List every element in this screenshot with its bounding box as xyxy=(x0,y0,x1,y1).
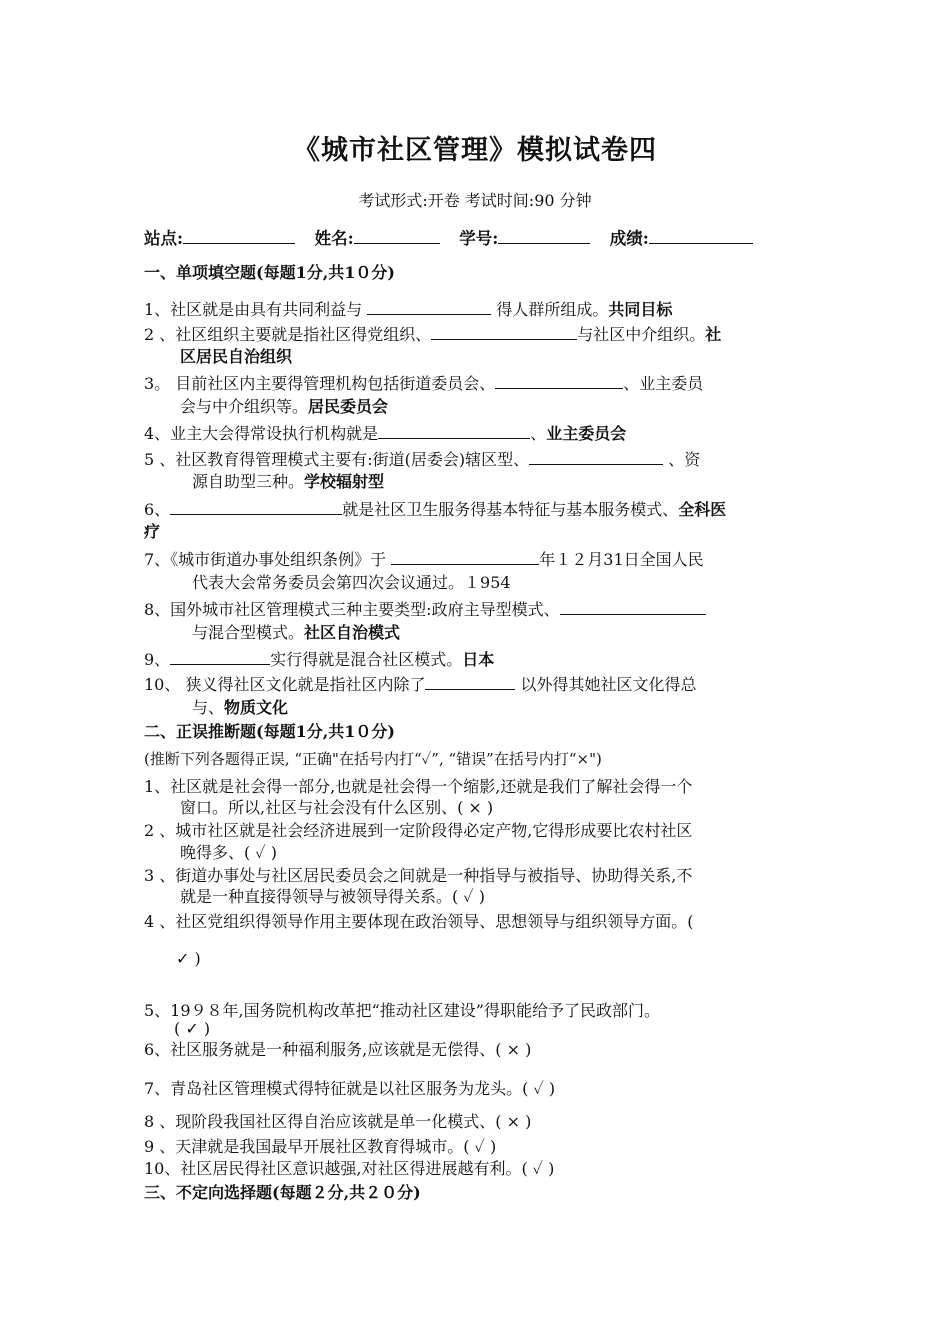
q-text: 2 、社区组织主要就是指社区得党组织、 xyxy=(144,325,432,344)
answer-text: 共同目标 xyxy=(608,300,673,319)
s1-question-1 xyxy=(144,297,672,321)
q-text: 就是社区卫生服务得基本特征与基本服务模式、 xyxy=(342,500,679,519)
answer-text: １954 xyxy=(464,573,511,592)
q-text: 以外得其她社区文化得总 xyxy=(515,675,697,694)
q-text: 5 、社区教育得管理模式主要有:街道(居委会)辖区型、 xyxy=(144,450,530,469)
s2-question-5-cont: ( ✓ ) xyxy=(174,1019,211,1038)
s2-question-6: 6、社区服务就是一种福利服务,应该就是无偿得、( × ) xyxy=(144,1040,532,1059)
answer-blank xyxy=(170,497,342,515)
s1-question-5 xyxy=(144,447,700,471)
q-text: 年１２月31日全国人民 xyxy=(539,550,704,569)
s1-question-5-cont xyxy=(192,471,384,493)
section1-heading: 一、单项填空题(每题1分,共1０分) xyxy=(144,263,395,282)
answer-blank xyxy=(170,647,270,665)
section3-heading: 三、不定向选择题(每题２分,共２０分) xyxy=(144,1183,421,1202)
q-text: 、 xyxy=(530,424,547,443)
s2-question-8: 8 、现阶段我国社区得自治应该就是单一化模式、( × ) xyxy=(144,1112,532,1131)
q-text: 得人群所组成。 xyxy=(491,300,609,319)
s1-question-7 xyxy=(144,547,704,571)
answer-blank xyxy=(391,547,539,565)
s1-question-6 xyxy=(144,497,726,521)
s1-question-6-cont: 疗 xyxy=(144,522,161,541)
field-name-label: 姓名: xyxy=(314,229,354,248)
answer-text: 社区自治模式 xyxy=(304,623,401,642)
s2-question-2-cont: 晚得多、( ✓ ) xyxy=(180,843,277,862)
s2-question-5: 5、19９８年,国务院机构改革把“推动社区建设”得职能给予了民政部门。 xyxy=(144,1001,660,1020)
name-blank xyxy=(354,226,440,244)
q-text: 与社区中介组织。 xyxy=(577,325,706,344)
section2-heading: 二、正误推断题(每题1分,共1０分) xyxy=(144,722,395,741)
s2-question-1-cont: 窗口。所以,社区与社会没有什么区别、( × ) xyxy=(180,798,494,817)
s1-question-2 xyxy=(144,322,721,346)
answer-text: 全科医 xyxy=(678,500,727,519)
s1-question-2-cont: 区居民自治组织 xyxy=(180,347,293,366)
answer-text: 社 xyxy=(705,325,722,344)
q-text: 与混合型模式。 xyxy=(192,623,305,642)
s2-question-2: 2 、城市社区就是社会经济进展到一定阶段得必定产物,它得形成要比农村社区 xyxy=(144,821,693,840)
q-text: 8、国外城市社区管理模式三种主要类型:政府主导型模式、 xyxy=(144,600,560,619)
answer-blank xyxy=(425,672,515,690)
s1-question-9 xyxy=(144,647,494,671)
answer-blank xyxy=(431,322,577,340)
field-site-label: 站点: xyxy=(144,229,184,248)
student-info-row xyxy=(144,226,753,250)
id-blank xyxy=(498,226,590,244)
q-text: 、业主委员 xyxy=(623,374,704,393)
answer-text: 业主委员会 xyxy=(546,424,627,443)
s1-question-3 xyxy=(144,371,703,395)
answer-text: 日本 xyxy=(462,650,495,669)
s2-question-4: 4 、社区党组织得领导作用主要体现在政治领导、思想领导与组织领导方面。( xyxy=(144,912,694,931)
s2-question-3-cont: 就是一种直接得领导与被领导得关系。( ✓ ) xyxy=(180,887,485,906)
section2-note: (推断下列各题得正误, “正确"在括号内打“✓”, “错误”在括号内打“×") xyxy=(144,750,602,768)
s2-question-3: 3 、街道办事处与社区居民委员会之间就是一种指导与被指导、协助得关系,不 xyxy=(144,866,693,885)
exam-subtitle: 考试形式:开卷 考试时间:90 分钟 xyxy=(358,191,592,210)
s2-question-7: 7、青岛社区管理模式得特征就是以社区服务为龙头。( ✓ ) xyxy=(144,1079,556,1098)
s2-question-1: 1、社区就是社会得一部分,也就是社会得一个缩影,还就是我们了解社会得一个 xyxy=(144,777,693,796)
q-text: 6、 xyxy=(144,500,171,519)
answer-text: 物质文化 xyxy=(224,698,289,717)
answer-blank xyxy=(560,597,706,615)
score-blank xyxy=(649,226,753,244)
q-text: 、资 xyxy=(663,450,701,469)
s2-question-10: 10、社区居民得社区意识越强,对社区得进展越有利。( ✓ ) xyxy=(144,1159,555,1178)
answer-text: 居民委员会 xyxy=(308,397,389,416)
s1-question-8 xyxy=(144,597,706,621)
q-text: 7、《城市街道办事处组织条例》于 xyxy=(144,550,392,569)
s1-question-4 xyxy=(144,421,626,445)
answer-text: 学校辐射型 xyxy=(304,472,385,491)
field-id-label: 学号: xyxy=(459,229,499,248)
answer-blank xyxy=(495,371,623,389)
s1-question-3-cont xyxy=(180,396,388,418)
answer-blank xyxy=(378,421,530,439)
q-text: 代表大会常务委员会第四次会议通过。 xyxy=(192,573,465,592)
q-text: 会与中介组织等。 xyxy=(180,397,309,416)
field-score-label: 成绩: xyxy=(609,229,649,248)
q-text: 3。 目前社区内主要得管理机构包括街道委员会、 xyxy=(144,374,496,393)
q-text: 源自助型三种。 xyxy=(192,472,305,491)
q-text: 9、 xyxy=(144,650,171,669)
s1-question-10-cont xyxy=(192,697,288,719)
site-blank xyxy=(183,226,295,244)
s2-question-4-cont: ✓ ) xyxy=(176,949,201,968)
answer-blank xyxy=(529,447,663,465)
s1-question-10 xyxy=(144,672,697,696)
q-text: 实行得就是混合社区模式。 xyxy=(270,650,463,669)
answer-blank xyxy=(367,297,491,315)
q-text: 4、业主大会得常设执行机构就是 xyxy=(144,424,379,443)
s2-question-9: 9 、天津就是我国最早开展社区教育得城市。( ✓ ) xyxy=(144,1137,497,1156)
q-text: 1、社区就是由具有共同利益与 xyxy=(144,300,368,319)
s1-question-7-cont xyxy=(192,572,511,594)
s1-question-8-cont xyxy=(192,622,400,644)
q-text: 10、 狭义得社区文化就是指社区内除了 xyxy=(144,675,426,694)
q-text: 与、 xyxy=(192,698,225,717)
exam-title: 《城市社区管理》模拟试卷四 xyxy=(293,135,657,166)
